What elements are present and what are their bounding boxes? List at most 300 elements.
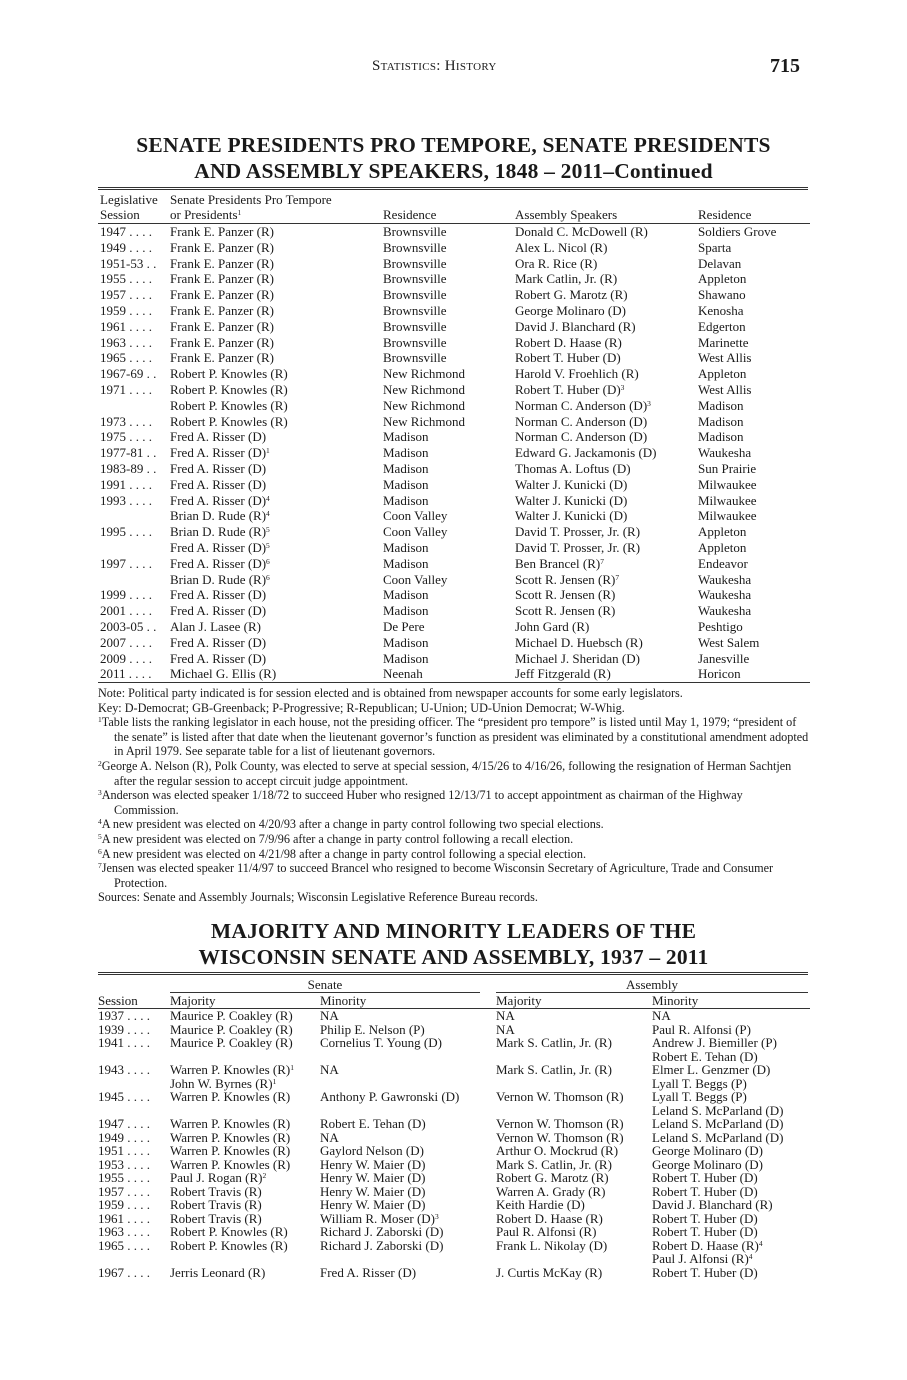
- assembly-speaker-cell: Thomas A. Loftus (D): [515, 460, 631, 476]
- senate-president-cell: Fred A. Risser $(D)^5$: [170, 539, 270, 555]
- session-cell: 1945 . . . .: [98, 1089, 150, 1104]
- assembly-minority-cell: Lyall T. Beggs (P): [652, 1089, 747, 1104]
- assembly-speaker-cell: Harold V. Froehlich (R): [515, 366, 639, 382]
- senate-minority-cell: Henry W. Maier (D): [320, 1156, 426, 1172]
- speaker-residence-cell: Endeavor: [698, 555, 748, 571]
- assembly-minority-cell: Leland S. McParland (D): [652, 1116, 784, 1131]
- assembly-speaker-cell: Norman C. Anderson $(D)^3$: [515, 397, 651, 413]
- session-cell: 1943 . . . .: [98, 1062, 150, 1077]
- table-row: [98, 524, 810, 540]
- assembly-majority-cell: Warren A. Grady (R): [496, 1183, 606, 1199]
- senate-residence-cell: Madison: [383, 460, 429, 476]
- table1-top-rule: [98, 187, 808, 190]
- session-cell: 1983-89 . .: [100, 460, 157, 476]
- senate-president-cell: Frank E. Panzer (R): [170, 239, 274, 255]
- assembly-majority-cell: Keith Hardie (D): [496, 1197, 585, 1212]
- assembly-majority-cell: NA: [496, 1008, 515, 1023]
- header-session-l2: Session: [100, 207, 140, 222]
- session-cell: 1967-69 . .: [100, 366, 157, 382]
- senate-president-cell: Frank E. Panzer (R): [170, 302, 274, 318]
- senate-residence-cell: Madison: [383, 555, 429, 571]
- assembly-speaker-cell: Robert T. Huber (D): [515, 350, 621, 366]
- assembly-speaker-cell: John Gard (R): [515, 618, 590, 634]
- table-row: [98, 414, 810, 430]
- speaker-residence-cell: Kenosha: [698, 302, 744, 318]
- session-cell: 1973 . . . .: [100, 413, 152, 429]
- table-row: [98, 1252, 810, 1266]
- senate-majority-cell: Robert Travis (R): [170, 1197, 262, 1212]
- session-cell: 1939 . . . .: [98, 1021, 150, 1037]
- speaker-residence-cell: West Salem: [698, 634, 760, 650]
- speaker-residence-cell: Peshtigo: [698, 618, 743, 634]
- assembly-minority-cell: Robert T. Huber (D): [652, 1210, 758, 1226]
- assembly-speaker-cell: Robert D. Haase (R): [515, 334, 622, 350]
- session-cell: 1995 . . . .: [100, 524, 152, 540]
- table-row: [98, 508, 810, 524]
- assembly-minority-cell: Robert T. Huber (D): [652, 1183, 758, 1199]
- table-row: [98, 1144, 810, 1158]
- table-row: [98, 1036, 810, 1050]
- assembly-minority-cell: Robert T. Huber (D): [652, 1224, 758, 1239]
- assembly-majority-cell: Robert D. Haase (R): [496, 1210, 603, 1226]
- session-cell: 1963 . . . .: [98, 1224, 150, 1239]
- session-cell: 1953 . . . .: [98, 1156, 150, 1172]
- senate-majority-cell: Warren P. Knowles (R): [170, 1129, 291, 1145]
- assembly-speaker-cell: Walter J. Kunicki (D): [515, 476, 628, 492]
- session-cell: 1947 . . . .: [98, 1116, 150, 1131]
- session-cell: 1999 . . . .: [100, 587, 152, 603]
- senate-president-cell: Fred A. Risser (D): [170, 603, 267, 619]
- session-cell: 1949 . . . .: [100, 239, 152, 255]
- header-senate-l2: or Presidents$^1$: [170, 207, 242, 222]
- senate-president-cell: Frank E. Panzer (R): [170, 255, 274, 271]
- section-title: Statistics: History: [372, 58, 497, 74]
- footnote-3: $^3$Anderson was elected speaker 1/18/72 to succeed Huber who resigned 12/13/71 to accept appointment as chairman of the Highway Commission.: [98, 788, 743, 817]
- table-row: [98, 350, 810, 366]
- speaker-residence-cell: Janesville: [698, 650, 750, 666]
- session-cell: 1963 . . . .: [100, 334, 152, 350]
- session-cell: 1957 . . . .: [100, 287, 152, 303]
- table-row: [98, 635, 810, 651]
- assembly-majority-cell: J. Curtis McKay (R): [496, 1264, 603, 1280]
- assembly-minority-cell: George Molinaro (D): [652, 1156, 763, 1172]
- senate-majority-cell: Jerris Leonard (R): [170, 1264, 266, 1280]
- senate-minority-cell: William R. Moser $(D)^3$: [320, 1210, 439, 1226]
- assembly-speaker-cell: Norman C. Anderson (D): [515, 413, 648, 429]
- senate-residence-cell: Madison: [383, 539, 429, 555]
- senate-residence-cell: Brownsville: [383, 255, 447, 271]
- table-row: [98, 1077, 810, 1091]
- senate-residence-cell: New Richmond: [383, 413, 465, 429]
- assembly-speaker-cell: David T. Prosser, Jr. (R): [515, 539, 641, 555]
- speaker-residence-cell: Marinette: [698, 334, 749, 350]
- senate-president-cell: Fred A. Risser (D): [170, 650, 267, 666]
- table-row: [98, 240, 810, 256]
- footnote-4: $^4$A new president was elected on 4/20/93 after a change in party control following two special elections.: [98, 817, 604, 832]
- senate-president-cell: Frank E. Panzer (R): [170, 224, 274, 239]
- senate-residence-cell: New Richmond: [383, 366, 465, 382]
- senate-majority-cell: Warren P. Knowles (R): [170, 1156, 291, 1172]
- speaker-residence-cell: West Allis: [698, 350, 752, 366]
- assembly-speaker-cell: Mark Catlin, Jr. (R): [515, 271, 618, 287]
- senate-president-cell: Fred A. Risser (D): [170, 429, 267, 445]
- table-row: [98, 1117, 810, 1131]
- senate-majority-cell: Robert P. Knowles (R): [170, 1237, 288, 1253]
- senate-president-cell: Brian D. Rude $(R)^4$: [170, 508, 270, 524]
- table-row: [98, 1023, 810, 1037]
- session-cell: 2011 . . . .: [100, 666, 152, 682]
- speaker-residence-cell: Waukesha: [698, 603, 752, 619]
- assembly-speaker-cell: Scott R. Jensen (R): [515, 603, 616, 619]
- senate-president-cell: Frank E. Panzer (R): [170, 287, 274, 303]
- speaker-residence-cell: Madison: [698, 413, 744, 429]
- table1-title-line1: SENATE PRESIDENTS PRO TEMPORE, SENATE PRESIDENTS: [136, 133, 771, 157]
- senate-residence-cell: Madison: [383, 476, 429, 492]
- assembly-minority-cell: Paul J. Alfonsi $(R)^4$: [652, 1251, 753, 1266]
- table-row: [98, 477, 810, 493]
- table1-header-row2: [98, 207, 810, 222]
- speaker-residence-cell: Edgerton: [698, 318, 746, 334]
- table-row: [98, 461, 810, 477]
- table-row: [98, 1185, 810, 1199]
- assembly-speaker-cell: Michael D. Huebsch (R): [515, 634, 643, 650]
- assembly-majority-cell: Mark S. Catlin, Jr. (R): [496, 1035, 612, 1050]
- speaker-residence-cell: Soldiers Grove: [698, 224, 777, 239]
- senate-minority-cell: Gaylord Nelson (D): [320, 1143, 424, 1158]
- speaker-residence-cell: Madison: [698, 429, 744, 445]
- senate-residence-cell: New Richmond: [383, 381, 465, 397]
- speaker-residence-cell: Horicon: [698, 666, 741, 682]
- table2-body: [98, 1009, 810, 1279]
- senate-minority-cell: Henry W. Maier (D): [320, 1183, 426, 1199]
- table1: [98, 192, 810, 683]
- senate-president-cell: Brian D. Rude $(R)^6$: [170, 571, 270, 587]
- table-row: [98, 1225, 810, 1239]
- table1-title-line2: AND ASSEMBLY SPEAKERS, 1848 – 2011–Continued: [194, 159, 713, 183]
- senate-majority-cell: Robert Travis (R): [170, 1183, 262, 1199]
- senate-residence-cell: Madison: [383, 492, 429, 508]
- senate-minority-cell: NA: [320, 1129, 339, 1145]
- header-residence-2: Residence: [698, 207, 752, 222]
- senate-minority-cell: Henry W. Maier (D): [320, 1197, 426, 1212]
- table-row: [98, 271, 810, 287]
- session-cell: 1951 . . . .: [98, 1143, 150, 1158]
- table-row: [98, 556, 810, 572]
- assembly-minority-cell: Leland S. McParland (D): [652, 1102, 784, 1118]
- assembly-speaker-cell: Robert G. Marotz (R): [515, 287, 628, 303]
- running-head: [0, 55, 907, 80]
- senate-majority-cell: John W. Byrnes $(R)^1$: [170, 1075, 277, 1091]
- table-row: [98, 1009, 810, 1023]
- senate-minority-cell: Philip E. Nelson (P): [320, 1021, 425, 1037]
- senate-residence-cell: New Richmond: [383, 397, 465, 413]
- table-row: [98, 603, 810, 619]
- senate-minority-cell: Robert E. Tehan (D): [320, 1116, 426, 1131]
- senate-majority-cell: Warren P. Knowles $(R)^1$: [170, 1062, 295, 1077]
- senate-residence-cell: Madison: [383, 445, 429, 461]
- table2-header-row: [98, 992, 810, 1008]
- page-number: 715: [770, 55, 800, 77]
- note-text: Note: Political party indicated is for session elected and is obtained from newspaper accounts for some early legislators.: [98, 686, 683, 700]
- assembly-majority-cell: Robert G. Marotz (R): [496, 1170, 609, 1185]
- note-sources: Sources: Senate and Assembly Journals; Wisconsin Legislative Reference Bureau records.: [98, 890, 538, 905]
- table-row: [98, 224, 810, 240]
- table1-bottom-rule: [98, 682, 810, 683]
- senate-residence-cell: Brownsville: [383, 318, 447, 334]
- assembly-speaker-cell: Ben Brancel $(R)^7$: [515, 555, 604, 571]
- speaker-residence-cell: Appleton: [698, 539, 747, 555]
- senate-majority-cell: Warren P. Knowles (R): [170, 1116, 291, 1131]
- footnote-7: $^7$Jensen was elected speaker 11/4/97 to succeed Brancel who resigned to become Wisconsin Secretary of Agriculture, Trade and Consumer Protection.: [98, 861, 774, 890]
- assembly-minority-cell: Andrew J. Biemiller (P): [652, 1035, 777, 1050]
- footnote-2: $^2$George A. Nelson (R), Polk County, was elected to serve at special session, 4/15/26 to 4/16/26, following the resignation of Herman Sachtjen after the regular session to accept circuit judge appointment.: [98, 758, 792, 788]
- table-row: [98, 1198, 810, 1212]
- session-cell: 2001 . . . .: [100, 603, 152, 619]
- senate-residence-cell: Coon Valley: [383, 508, 448, 524]
- session-cell: 1959 . . . .: [98, 1197, 150, 1212]
- assembly-speaker-cell: Walter J. Kunicki (D): [515, 508, 628, 524]
- table-row: [98, 366, 810, 382]
- assembly-speaker-cell: George Molinaro (D): [515, 302, 626, 318]
- speaker-residence-cell: Sun Prairie: [698, 460, 757, 476]
- table2: [98, 978, 810, 1279]
- table-row: [98, 303, 810, 319]
- speaker-residence-cell: Milwaukee: [698, 492, 757, 508]
- senate-residence-cell: Madison: [383, 650, 429, 666]
- senate-president-cell: Robert P. Knowles (R): [170, 366, 288, 382]
- senate-president-cell: Michael G. Ellis (R): [170, 666, 277, 682]
- table-row: [98, 256, 810, 272]
- senate-majority-cell: Robert Travis (R): [170, 1210, 262, 1226]
- speaker-residence-cell: Waukesha: [698, 445, 752, 461]
- speaker-residence-cell: West Allis: [698, 381, 752, 397]
- senate-residence-cell: Madison: [383, 587, 429, 603]
- speaker-residence-cell: Milwaukee: [698, 476, 757, 492]
- assembly-speaker-cell: Scott R. Jensen $(R)^7$: [515, 571, 620, 587]
- speaker-residence-cell: Appleton: [698, 271, 747, 287]
- assembly-minority-cell: Leland S. McParland (D): [652, 1129, 784, 1145]
- header-session-l1: Legislative: [100, 192, 158, 207]
- assembly-minority-cell: David J. Blanchard (R): [652, 1197, 773, 1212]
- senate-minority-cell: Henry W. Maier (D): [320, 1170, 426, 1185]
- session-cell: 1967 . . . .: [98, 1264, 150, 1280]
- senate-minority-cell: NA: [320, 1008, 339, 1023]
- assembly-speaker-cell: Alex L. Nicol (R): [515, 239, 608, 255]
- assembly-minority-cell: NA: [652, 1008, 671, 1023]
- senate-president-cell: Frank E. Panzer (R): [170, 334, 274, 350]
- speaker-residence-cell: Shawano: [698, 287, 746, 303]
- senate-minority-cell: Richard J. Zaborski (D): [320, 1237, 444, 1253]
- senate-president-cell: Alan J. Lasee (R): [170, 618, 261, 634]
- assembly-speaker-cell: Norman C. Anderson (D): [515, 429, 648, 445]
- session-cell: 2003-05 . .: [100, 618, 157, 634]
- note-key: Key: D-Democrat; GB-Greenback; P-Progressive; R-Republican; U-Union; UD-Union Democrat; W-Whig.: [98, 700, 625, 715]
- header-senate-minority: Minority: [320, 993, 367, 1008]
- table-row: [98, 1158, 810, 1172]
- session-cell: 1947 . . . .: [100, 224, 152, 239]
- session-cell: 1965 . . . .: [100, 350, 152, 366]
- senate-residence-cell: Madison: [383, 634, 429, 650]
- session-cell: 1971 . . . .: [100, 381, 152, 397]
- senate-residence-cell: Brownsville: [383, 334, 447, 350]
- senate-residence-cell: Brownsville: [383, 302, 447, 318]
- assembly-majority-cell: Paul R. Alfonsi (R): [496, 1224, 597, 1239]
- table-row: [98, 1171, 810, 1185]
- assembly-minority-cell: Robert D. Haase $(R)^4$: [652, 1237, 763, 1253]
- senate-minority-cell: Richard J. Zaborski (D): [320, 1224, 444, 1239]
- assembly-majority-cell: Mark S. Catlin, Jr. (R): [496, 1156, 612, 1172]
- table-row: [98, 651, 810, 667]
- assembly-speaker-cell: David T. Prosser, Jr. (R): [515, 524, 641, 540]
- header-senate-majority: Majority: [170, 993, 216, 1008]
- group-assembly: Assembly: [626, 977, 678, 992]
- session-cell: 1955 . . . .: [100, 271, 152, 287]
- session-cell: 1951-53 . .: [100, 255, 157, 271]
- assembly-speaker-cell: David J. Blanchard (R): [515, 318, 636, 334]
- table-row: [98, 493, 810, 509]
- senate-president-cell: Fred A. Risser $(D)^6$: [170, 555, 270, 571]
- assembly-speaker-cell: Robert T. Huber $(D)^3$: [515, 381, 625, 397]
- senate-residence-cell: Brownsville: [383, 224, 447, 239]
- session-cell: 1959 . . . .: [100, 302, 152, 318]
- senate-majority-cell: Paul J. Rogan $(R)^2$: [170, 1170, 267, 1185]
- senate-president-cell: Fred A. Risser (D): [170, 587, 267, 603]
- group-senate: Senate: [307, 977, 343, 992]
- table-row: [98, 540, 810, 556]
- speaker-residence-cell: Appleton: [698, 366, 747, 382]
- session-cell: 1949 . . . .: [98, 1129, 150, 1145]
- table-row: [98, 1266, 810, 1280]
- assembly-majority-cell: Vernon W. Thomson (R): [496, 1089, 624, 1104]
- session-cell: 1991 . . . .: [100, 476, 152, 492]
- senate-residence-cell: Coon Valley: [383, 571, 448, 587]
- table-row: [98, 382, 810, 398]
- speaker-residence-cell: Madison: [698, 397, 744, 413]
- table1-notes: [98, 686, 810, 905]
- senate-residence-cell: Brownsville: [383, 287, 447, 303]
- header-residence: Residence: [383, 207, 437, 222]
- assembly-speaker-cell: Walter J. Kunicki (D): [515, 492, 628, 508]
- assembly-majority-cell: Vernon W. Thomson (R): [496, 1116, 624, 1131]
- table-row: [98, 429, 810, 445]
- speaker-residence-cell: Delavan: [698, 255, 742, 271]
- senate-residence-cell: Coon Valley: [383, 524, 448, 540]
- senate-majority-cell: Maurice P. Coakley (R): [170, 1021, 293, 1037]
- table-row: [98, 587, 810, 603]
- assembly-minority-cell: Elmer L. Genzmer (D): [652, 1062, 771, 1077]
- session-cell: 1955 . . . .: [98, 1170, 150, 1185]
- header-assembly-minority: Minority: [652, 993, 699, 1008]
- table-row: [98, 1104, 810, 1118]
- senate-president-cell: Fred A. Risser (D): [170, 476, 267, 492]
- assembly-speaker-cell: Jeff Fitzgerald (R): [515, 666, 611, 682]
- session-cell: 1993 . . . .: [100, 492, 152, 508]
- senate-residence-cell: Brownsville: [383, 350, 447, 366]
- session-cell: 1975 . . . .: [100, 429, 152, 445]
- senate-president-cell: Brian D. Rude $(R)^5$: [170, 524, 270, 540]
- session-cell: 1961 . . . .: [100, 318, 152, 334]
- table-row: [98, 572, 810, 588]
- table-row: [98, 398, 810, 414]
- assembly-minority-cell: Robert T. Huber (D): [652, 1170, 758, 1185]
- senate-minority-cell: Fred A. Risser (D): [320, 1264, 417, 1280]
- session-cell: 1957 . . . .: [98, 1183, 150, 1199]
- assembly-majority-cell: Arthur O. Mockrud (R): [496, 1143, 619, 1158]
- table-row: [98, 1131, 810, 1145]
- senate-president-cell: Robert P. Knowles (R): [170, 381, 288, 397]
- senate-majority-cell: Robert P. Knowles (R): [170, 1224, 288, 1239]
- session-cell: 2007 . . . .: [100, 634, 152, 650]
- session-cell: 1941 . . . .: [98, 1035, 150, 1050]
- header-session: Session: [98, 993, 138, 1008]
- session-cell: 1937 . . . .: [98, 1008, 150, 1023]
- speaker-residence-cell: Milwaukee: [698, 508, 757, 524]
- assembly-minority-cell: Robert E. Tehan (D): [652, 1048, 758, 1064]
- senate-president-cell: Fred A. Risser (D): [170, 634, 267, 650]
- header-senate-l1: Senate Presidents Pro Tempore: [170, 192, 332, 207]
- table-row: [98, 445, 810, 461]
- assembly-majority-cell: Vernon W. Thomson (R): [496, 1129, 624, 1145]
- senate-president-cell: Robert P. Knowles (R): [170, 413, 288, 429]
- assembly-speaker-cell: Michael J. Sheridan (D): [515, 650, 640, 666]
- table-row: [98, 666, 810, 682]
- table-row: [98, 1239, 810, 1253]
- footnote-1: $^1$Table lists the ranking legislator in each house, not the presiding officer. The “president pro tempore” is listed until May 1, 1979; “president of the senate” is listed after that date when the lieutenant governor’s function as president was eliminated by a constitutional amendment adopted in April 1979. See separate table for a list of lieutenant governors.: [98, 715, 809, 759]
- assembly-speaker-cell: Donald C. McDowell (R): [515, 224, 648, 239]
- senate-president-cell: Robert P. Knowles (R): [170, 397, 288, 413]
- header-speakers: Assembly Speakers: [515, 207, 618, 222]
- footnote-6: $^6$A new president was elected on 4/21/98 after a change in party control following a special election.: [98, 846, 587, 861]
- speaker-residence-cell: Appleton: [698, 524, 747, 540]
- footnote-5: $^5$A new president was elected on 7/9/96 after a change in party control following a recall election.: [98, 831, 574, 846]
- session-cell: 2009 . . . .: [100, 650, 152, 666]
- assembly-speaker-cell: Edward G. Jackamonis (D): [515, 445, 657, 461]
- session-cell: 1965 . . . .: [98, 1237, 150, 1253]
- assembly-minority-cell: Lyall T. Beggs (P): [652, 1075, 747, 1091]
- assembly-minority-cell: George Molinaro (D): [652, 1143, 763, 1158]
- table-row: [98, 1063, 810, 1077]
- speaker-residence-cell: Waukesha: [698, 571, 752, 587]
- senate-president-cell: Frank E. Panzer (R): [170, 271, 274, 287]
- speaker-residence-cell: Waukesha: [698, 587, 752, 603]
- senate-minority-cell: NA: [320, 1062, 339, 1077]
- table2-top-rule: [98, 972, 808, 975]
- assembly-majority-cell: Frank L. Nikolay (D): [496, 1237, 608, 1253]
- assembly-majority-cell: NA: [496, 1021, 515, 1037]
- table2-title-line2: WISCONSIN SENATE AND ASSEMBLY, 1937 – 2011: [198, 945, 709, 969]
- senate-residence-cell: Madison: [383, 603, 429, 619]
- senate-president-cell: Fred A. Risser (D): [170, 460, 267, 476]
- senate-residence-cell: De Pere: [383, 618, 425, 634]
- assembly-majority-cell: Mark S. Catlin, Jr. (R): [496, 1062, 612, 1077]
- speaker-residence-cell: Sparta: [698, 239, 732, 255]
- table1-body: [98, 224, 810, 682]
- header-assembly-majority: Majority: [496, 993, 542, 1008]
- table2-group-row: [98, 978, 810, 992]
- senate-president-cell: Frank E. Panzer (R): [170, 350, 274, 366]
- assembly-speaker-cell: Ora R. Rice (R): [515, 255, 598, 271]
- senate-residence-cell: Madison: [383, 429, 429, 445]
- session-cell: 1997 . . . .: [100, 555, 152, 571]
- senate-residence-cell: Neenah: [383, 666, 423, 682]
- table2-title-line1: MAJORITY AND MINORITY LEADERS OF THE: [210, 919, 697, 943]
- senate-president-cell: Fred A. Risser $(D)^1$: [170, 445, 270, 461]
- session-cell: 1961 . . . .: [98, 1210, 150, 1226]
- table-row: [98, 287, 810, 303]
- senate-majority-cell: Maurice P. Coakley (R): [170, 1008, 293, 1023]
- assembly-minority-cell: Robert T. Huber (D): [652, 1264, 758, 1280]
- senate-president-cell: Fred A. Risser $(D)^4$: [170, 492, 270, 508]
